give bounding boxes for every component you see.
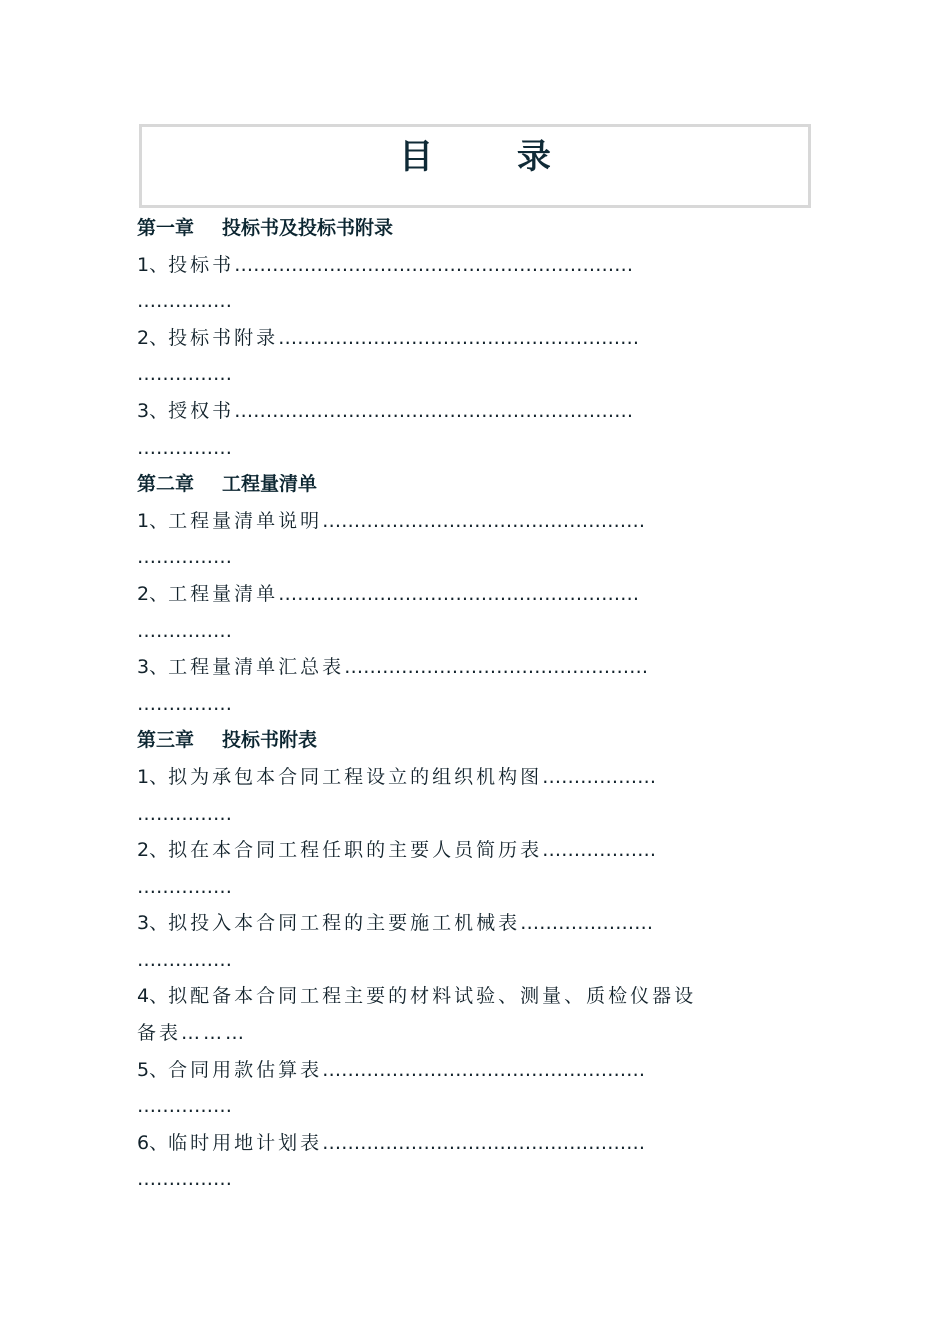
entry-leader-dots: …………………………………………… xyxy=(322,1131,646,1154)
entry-number: 1、 xyxy=(137,253,169,276)
table-of-contents xyxy=(137,210,707,1198)
entry-number: 5、 xyxy=(137,1058,169,1081)
chapter-heading xyxy=(137,210,707,247)
entry-leader-dots: ……………… xyxy=(542,765,657,788)
chapter-title: 投标书附表 xyxy=(222,729,318,752)
entry-leader-dots-continued: …………… xyxy=(137,619,232,642)
entry-text: 工程量清单说明 xyxy=(168,509,323,532)
toc-entry[interactable] xyxy=(137,503,707,540)
toc-entry[interactable] xyxy=(137,1125,707,1162)
toc-entry-continuation xyxy=(137,1161,707,1198)
entry-leader-dots: …………………………………………… xyxy=(322,509,646,532)
toc-entry-continuation xyxy=(137,796,707,833)
entry-number: 4、 xyxy=(137,985,169,1008)
entry-leader-dots-continued: …………… xyxy=(137,802,232,825)
entry-leader-dots: ………………… xyxy=(520,912,654,935)
toc-entry-continuation xyxy=(137,869,707,906)
toc-entry-continuation xyxy=(137,942,707,979)
entry-number: 6、 xyxy=(137,1131,169,1154)
entry-text: 工程量清单汇总表 xyxy=(168,656,345,679)
entry-leader-dots: ……………………………………………………… xyxy=(234,399,634,422)
entry-number: 2、 xyxy=(137,839,169,862)
entry-leader-dots-continued: …………… xyxy=(137,363,232,386)
chapter-number: 第二章 xyxy=(137,473,195,496)
entry-number: 1、 xyxy=(137,509,169,532)
chapter-title: 投标书及投标书附录 xyxy=(222,217,394,239)
toc-entry-continuation xyxy=(137,283,707,320)
toc-entry-continuation xyxy=(137,1088,707,1125)
entry-number: 3、 xyxy=(137,912,169,935)
entry-text: 拟为承包本合同工程设立的组织机构图 xyxy=(168,765,543,788)
entry-leader-dots-continued: …………… xyxy=(137,436,232,459)
entry-text: 拟在本合同工程任职的主要人员简历表 xyxy=(168,839,543,862)
toc-entry-continuation xyxy=(137,430,707,467)
entry-leader-dots: ………………………………………………… xyxy=(278,326,640,349)
entry-leader-dots-continued: …………… xyxy=(137,1168,232,1191)
entry-text: 合同用款估算表 xyxy=(168,1058,323,1081)
entry-leader-dots-continued: …………… xyxy=(137,875,232,898)
page-title: 目 录 xyxy=(399,137,587,177)
entry-leader-dots: ……………… xyxy=(542,839,657,862)
entry-text: 投标书附录 xyxy=(168,326,279,349)
chapter-title: 工程量清单 xyxy=(222,473,318,496)
entry-text-continued: 备表……… xyxy=(137,1022,248,1045)
entry-number: 1、 xyxy=(137,765,169,788)
toc-entry[interactable] xyxy=(137,978,707,1015)
entry-leader-dots-continued: …………… xyxy=(137,546,232,569)
entry-leader-dots-continued: …………… xyxy=(137,948,232,971)
toc-entry[interactable] xyxy=(137,759,707,796)
toc-entry-continuation xyxy=(137,1015,707,1052)
entry-number: 3、 xyxy=(137,399,169,422)
entry-leader-dots-continued: …………… xyxy=(137,692,232,715)
chapter-number: 第三章 xyxy=(137,729,195,752)
chapter-heading xyxy=(137,466,707,503)
entry-text: 授权书 xyxy=(168,399,235,422)
entry-leader-dots: ………………………………………… xyxy=(344,656,649,679)
entry-text: 拟配备本合同工程主要的材料试验、测量、质检仪器设 xyxy=(168,985,697,1008)
toc-entry[interactable] xyxy=(137,1052,707,1089)
toc-entry[interactable] xyxy=(137,576,707,613)
toc-entry[interactable] xyxy=(137,905,707,942)
entry-leader-dots: ……………………………………………………… xyxy=(234,253,634,276)
entry-leader-dots: ………………………………………………… xyxy=(278,582,640,605)
chapter-heading xyxy=(137,722,707,759)
toc-entry-continuation xyxy=(137,356,707,393)
toc-entry-continuation xyxy=(137,613,707,650)
entry-leader-dots-continued: …………… xyxy=(137,1095,232,1118)
entry-number: 2、 xyxy=(137,582,169,605)
toc-entry[interactable] xyxy=(137,320,707,357)
toc-entry[interactable] xyxy=(137,247,707,284)
entry-text: 临时用地计划表 xyxy=(168,1131,323,1154)
entry-text: 投标书 xyxy=(168,253,235,276)
entry-leader-dots-continued: …………… xyxy=(137,290,232,313)
toc-entry[interactable] xyxy=(137,649,707,686)
chapter-number: 第一章 xyxy=(137,217,195,239)
entry-number: 2、 xyxy=(137,326,169,349)
entry-leader-dots: …………………………………………… xyxy=(322,1058,646,1081)
title-box xyxy=(139,124,811,208)
entry-text: 工程量清单 xyxy=(168,582,279,605)
entry-number: 3、 xyxy=(137,656,169,679)
toc-entry[interactable] xyxy=(137,832,707,869)
toc-entry-continuation xyxy=(137,686,707,723)
toc-entry-continuation xyxy=(137,539,707,576)
toc-entry[interactable] xyxy=(137,393,707,430)
entry-text: 拟投入本合同工程的主要施工机械表 xyxy=(168,912,521,935)
